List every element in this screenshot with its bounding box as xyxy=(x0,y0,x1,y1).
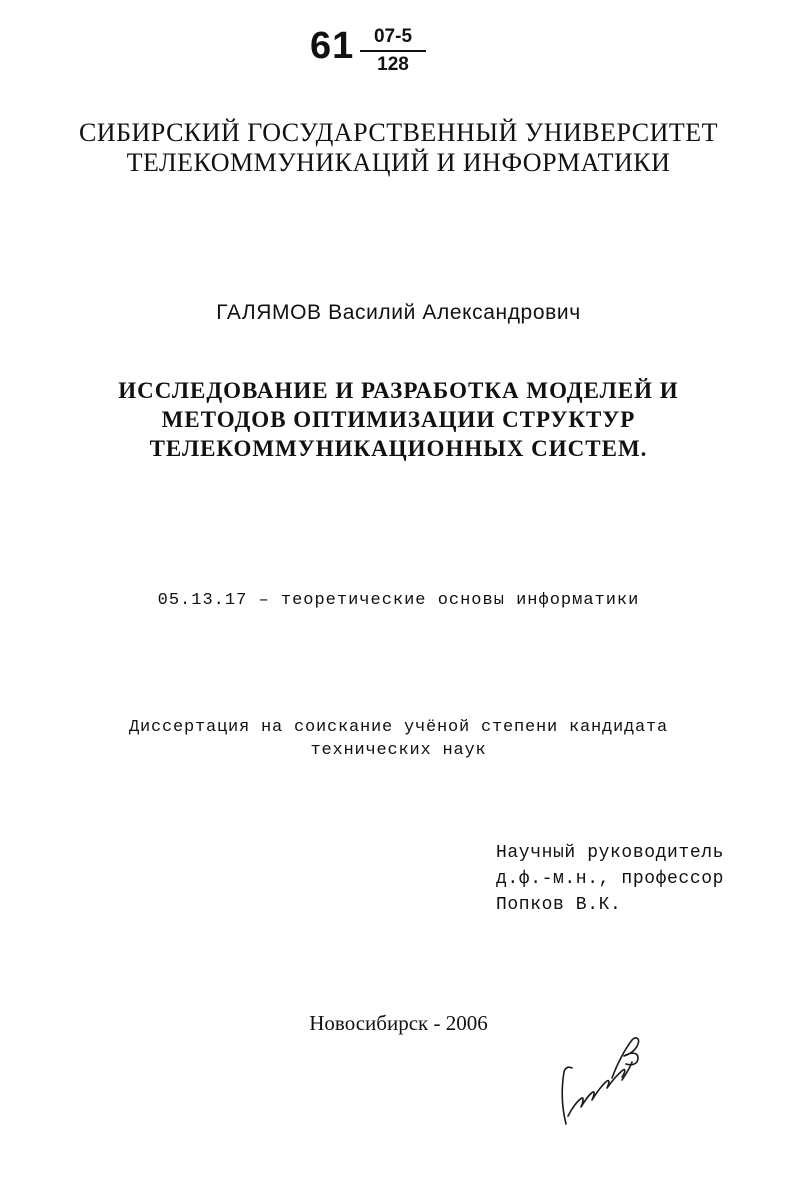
title-line-1: ИССЛЕДОВАНИЕ И РАЗРАБОТКА МОДЕЛЕЙ И xyxy=(118,378,679,403)
specialty-code: 05.13.17 – теоретические основы информатики xyxy=(157,591,640,610)
dissertation-line-1: Диссертация на соискание учёной степени кандидата xyxy=(128,718,669,737)
advisor-degree: д.ф.-м.н., профессор xyxy=(496,869,725,889)
university-line-1: СИБИРСКИЙ ГОСУДАРСТВЕННЫЙ УНИВЕРСИТЕТ xyxy=(78,118,719,147)
handwritten-signature xyxy=(552,1028,652,1128)
dissertation-title xyxy=(0,376,797,463)
city-year: Новосибирск - 2006 xyxy=(309,1011,488,1035)
catalog-denominator: 128 xyxy=(377,54,409,75)
catalog-number: 61 xyxy=(310,25,355,67)
university-name xyxy=(0,118,797,178)
dissertation-type xyxy=(0,716,797,762)
advisor-name: Попков В.К. xyxy=(496,895,622,915)
dissertation-line-2: технических наук xyxy=(310,741,487,760)
advisor-role: Научный руководитель xyxy=(496,843,725,863)
university-line-2: ТЕЛЕКОММУНИКАЦИЙ И ИНФОРМАТИКИ xyxy=(126,148,671,177)
catalog-fraction xyxy=(360,26,426,76)
catalog-numerator: 07-5 xyxy=(373,26,413,47)
title-line-3: ТЕЛЕКОММУНИКАЦИОННЫХ СИСТЕМ. xyxy=(149,436,648,461)
author-name: ГАЛЯМОВ Василий Александрович xyxy=(216,301,581,324)
title-line-2: МЕТОДОВ ОПТИМИЗАЦИИ СТРУКТУР xyxy=(161,407,636,432)
scientific-advisor xyxy=(496,840,724,918)
fraction-bar xyxy=(360,50,426,52)
